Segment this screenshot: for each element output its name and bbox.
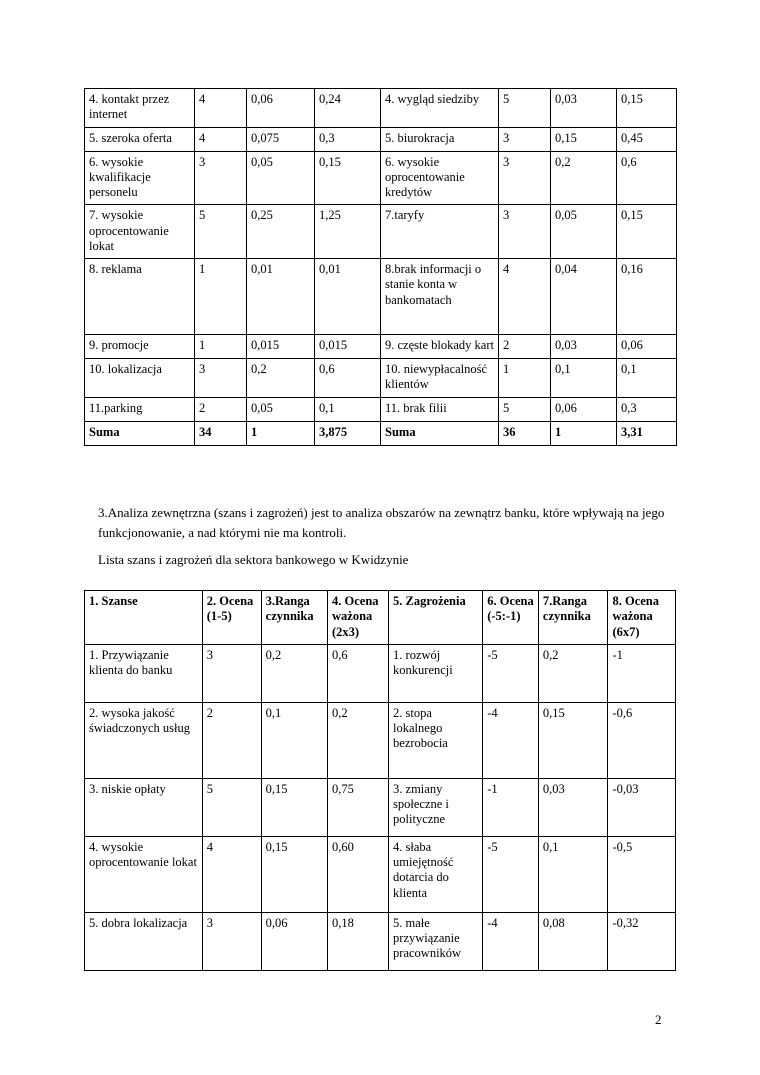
cell-opportunity-rank: 0,15 bbox=[261, 836, 327, 912]
table-row bbox=[85, 702, 676, 778]
table-header-row bbox=[85, 591, 676, 645]
cell-threat-label: 5. małe przywiązanie pracowników bbox=[389, 912, 483, 970]
cell-threat-label: 1. rozwój konkurencji bbox=[389, 644, 483, 702]
cell-strength-label: 7. wysokie oprocentowanie lokat bbox=[85, 205, 195, 259]
cell-weakness-weighted: 0,1 bbox=[617, 359, 677, 398]
table-row bbox=[85, 89, 677, 128]
table-row bbox=[85, 127, 677, 151]
cell-weakness-score: 5 bbox=[499, 397, 551, 421]
cell-weakness-label: 9. częste blokady kart bbox=[381, 335, 499, 359]
cell-strength-label: 6. wysokie kwalifikacje personelu bbox=[85, 151, 195, 205]
cell-strength-label: 4. kontakt przez internet bbox=[85, 89, 195, 128]
table-internal-analysis bbox=[84, 88, 677, 446]
cell-strength-score: 5 bbox=[195, 205, 247, 259]
cell-strength-score: 3 bbox=[195, 359, 247, 398]
cell-threat-score: -4 bbox=[483, 702, 539, 778]
cell-opportunity-rank: 0,15 bbox=[261, 778, 327, 836]
header-threats: 5. Zagrożenia bbox=[389, 591, 483, 645]
cell-strength-rank: 0,25 bbox=[247, 205, 315, 259]
cell-threat-weighted: -0,32 bbox=[608, 912, 676, 970]
cell-threat-rank: 0,2 bbox=[538, 644, 608, 702]
cell-strength-weighted: 0,015 bbox=[315, 335, 381, 359]
cell-strength-label: 5. szeroka oferta bbox=[85, 127, 195, 151]
cell-strength-rank: 0,075 bbox=[247, 127, 315, 151]
cell-threat-weighted: -1 bbox=[608, 644, 676, 702]
cell-sum-label-strengths: Suma bbox=[85, 421, 195, 445]
cell-sum-weakness-weighted: 3,31 bbox=[617, 421, 677, 445]
paragraph-list-heading: Lista szans i zagrożeń dla sektora bankowego w Kwidzynie bbox=[98, 552, 409, 567]
cell-strength-score: 4 bbox=[195, 89, 247, 128]
cell-sum-strength-rank: 1 bbox=[247, 421, 315, 445]
cell-strength-score: 3 bbox=[195, 151, 247, 205]
cell-threat-score: -5 bbox=[483, 836, 539, 912]
header-threat-rank: 7.Ranga czynnika bbox=[538, 591, 608, 645]
header-opportunity-weighted: 4. Ocena ważona (2x3) bbox=[328, 591, 389, 645]
cell-weakness-weighted: 0,6 bbox=[617, 151, 677, 205]
cell-weakness-rank: 0,06 bbox=[551, 397, 617, 421]
table-row bbox=[85, 259, 677, 335]
cell-opportunity-score: 5 bbox=[202, 778, 261, 836]
cell-weakness-rank: 0,04 bbox=[551, 259, 617, 335]
cell-threat-rank: 0,1 bbox=[538, 836, 608, 912]
cell-opportunity-rank: 0,1 bbox=[261, 702, 327, 778]
cell-strength-weighted: 0,3 bbox=[315, 127, 381, 151]
table-row bbox=[85, 335, 677, 359]
cell-opportunity-score: 3 bbox=[202, 912, 261, 970]
cell-weakness-rank: 0,1 bbox=[551, 359, 617, 398]
cell-strength-weighted: 0,01 bbox=[315, 259, 381, 335]
cell-weakness-label: 8.brak informacji o stanie konta w bankomatach bbox=[381, 259, 499, 335]
page-number: 2 bbox=[655, 1012, 662, 1027]
cell-strength-score: 1 bbox=[195, 259, 247, 335]
cell-strength-score: 1 bbox=[195, 335, 247, 359]
cell-weakness-label: 5. biurokracja bbox=[381, 127, 499, 151]
cell-weakness-score: 3 bbox=[499, 127, 551, 151]
body-paragraph-block bbox=[98, 503, 678, 557]
table-row bbox=[85, 205, 677, 259]
cell-sum-weakness-rank: 1 bbox=[551, 421, 617, 445]
cell-threat-label: 2. stopa lokalnego bezrobocia bbox=[389, 702, 483, 778]
cell-strength-rank: 0,015 bbox=[247, 335, 315, 359]
cell-weakness-score: 4 bbox=[499, 259, 551, 335]
cell-weakness-label: 4. wygląd siedziby bbox=[381, 89, 499, 128]
cell-threat-rank: 0,15 bbox=[538, 702, 608, 778]
header-opportunity-score: 2. Ocena (1-5) bbox=[202, 591, 261, 645]
cell-sum-label-weaknesses: Suma bbox=[381, 421, 499, 445]
cell-strength-rank: 0,05 bbox=[247, 151, 315, 205]
cell-opportunity-rank: 0,06 bbox=[261, 912, 327, 970]
cell-strength-weighted: 0,15 bbox=[315, 151, 381, 205]
table-external-analysis bbox=[84, 590, 676, 971]
cell-strength-rank: 0,2 bbox=[247, 359, 315, 398]
cell-weakness-weighted: 0,3 bbox=[617, 397, 677, 421]
table-row bbox=[85, 397, 677, 421]
cell-weakness-weighted: 0,45 bbox=[617, 127, 677, 151]
cell-threat-score: -1 bbox=[483, 778, 539, 836]
cell-strength-weighted: 0,1 bbox=[315, 397, 381, 421]
cell-opportunity-weighted: 0,60 bbox=[328, 836, 389, 912]
cell-weakness-score: 2 bbox=[499, 335, 551, 359]
cell-opportunity-label: 2. wysoka jakość świadczonych usług bbox=[85, 702, 203, 778]
cell-threat-label: 3. zmiany społeczne i polityczne bbox=[389, 778, 483, 836]
cell-strength-score: 4 bbox=[195, 127, 247, 151]
cell-strength-rank: 0,01 bbox=[247, 259, 315, 335]
cell-opportunity-weighted: 0,18 bbox=[328, 912, 389, 970]
cell-strength-rank: 0,06 bbox=[247, 89, 315, 128]
cell-opportunity-score: 4 bbox=[202, 836, 261, 912]
cell-threat-rank: 0,08 bbox=[538, 912, 608, 970]
cell-threat-score: -4 bbox=[483, 912, 539, 970]
table-row bbox=[85, 912, 676, 970]
cell-weakness-weighted: 0,15 bbox=[617, 89, 677, 128]
cell-strength-weighted: 0,6 bbox=[315, 359, 381, 398]
cell-threat-score: -5 bbox=[483, 644, 539, 702]
cell-weakness-rank: 0,2 bbox=[551, 151, 617, 205]
cell-strength-weighted: 0,24 bbox=[315, 89, 381, 128]
table-row bbox=[85, 644, 676, 702]
cell-weakness-score: 3 bbox=[499, 151, 551, 205]
cell-strength-label: 9. promocje bbox=[85, 335, 195, 359]
paragraph-external-analysis: 3.Analiza zewnętrzna (szans i zagrożeń) jest to analiza obszarów na zewnątrz banku, które wpływają na jego funkcjonowanie, a nad którymi nie ma kontroli. bbox=[98, 505, 665, 541]
table-row bbox=[85, 778, 676, 836]
cell-weakness-rank: 0,05 bbox=[551, 205, 617, 259]
cell-opportunity-weighted: 0,2 bbox=[328, 702, 389, 778]
table-row bbox=[85, 836, 676, 912]
header-threat-weighted: 8. Ocena ważona (6x7) bbox=[608, 591, 676, 645]
cell-strength-label: 10. lokalizacja bbox=[85, 359, 195, 398]
cell-threat-weighted: -0,6 bbox=[608, 702, 676, 778]
cell-weakness-rank: 0,15 bbox=[551, 127, 617, 151]
cell-threat-weighted: -0,03 bbox=[608, 778, 676, 836]
cell-opportunity-score: 3 bbox=[202, 644, 261, 702]
cell-opportunity-weighted: 0,6 bbox=[328, 644, 389, 702]
cell-weakness-score: 3 bbox=[499, 205, 551, 259]
cell-strength-rank: 0,05 bbox=[247, 397, 315, 421]
cell-strength-label: 11.parking bbox=[85, 397, 195, 421]
table-row bbox=[85, 359, 677, 398]
cell-strength-weighted: 1,25 bbox=[315, 205, 381, 259]
table-row bbox=[85, 151, 677, 205]
header-opportunity-rank: 3.Ranga czynnika bbox=[261, 591, 327, 645]
cell-opportunity-label: 1. Przywiązanie klienta do banku bbox=[85, 644, 203, 702]
cell-weakness-rank: 0,03 bbox=[551, 89, 617, 128]
cell-weakness-score: 1 bbox=[499, 359, 551, 398]
cell-sum-weakness-score: 36 bbox=[499, 421, 551, 445]
cell-weakness-weighted: 0,16 bbox=[617, 259, 677, 335]
cell-strength-score: 2 bbox=[195, 397, 247, 421]
cell-strength-label: 8. reklama bbox=[85, 259, 195, 335]
cell-opportunity-label: 3. niskie opłaty bbox=[85, 778, 203, 836]
cell-opportunity-score: 2 bbox=[202, 702, 261, 778]
table-row-sum bbox=[85, 421, 677, 445]
cell-weakness-score: 5 bbox=[499, 89, 551, 128]
cell-sum-strength-score: 34 bbox=[195, 421, 247, 445]
cell-opportunity-weighted: 0,75 bbox=[328, 778, 389, 836]
cell-weakness-label: 6. wysokie oprocentowanie kredytów bbox=[381, 151, 499, 205]
header-threat-score: 6. Ocena (-5:-1) bbox=[483, 591, 539, 645]
cell-weakness-label: 7.taryfy bbox=[381, 205, 499, 259]
cell-weakness-rank: 0,03 bbox=[551, 335, 617, 359]
cell-opportunity-rank: 0,2 bbox=[261, 644, 327, 702]
cell-weakness-label: 10. niewypłacalność klientów bbox=[381, 359, 499, 398]
cell-sum-strength-weighted: 3,875 bbox=[315, 421, 381, 445]
cell-weakness-label: 11. brak filii bbox=[381, 397, 499, 421]
cell-threat-label: 4. słaba umiejętność dotarcia do klienta bbox=[389, 836, 483, 912]
cell-opportunity-label: 5. dobra lokalizacja bbox=[85, 912, 203, 970]
cell-threat-weighted: -0,5 bbox=[608, 836, 676, 912]
cell-weakness-weighted: 0,06 bbox=[617, 335, 677, 359]
cell-weakness-weighted: 0,15 bbox=[617, 205, 677, 259]
cell-opportunity-label: 4. wysokie oprocentowanie lokat bbox=[85, 836, 203, 912]
header-opportunities: 1. Szanse bbox=[85, 591, 203, 645]
cell-threat-rank: 0,03 bbox=[538, 778, 608, 836]
